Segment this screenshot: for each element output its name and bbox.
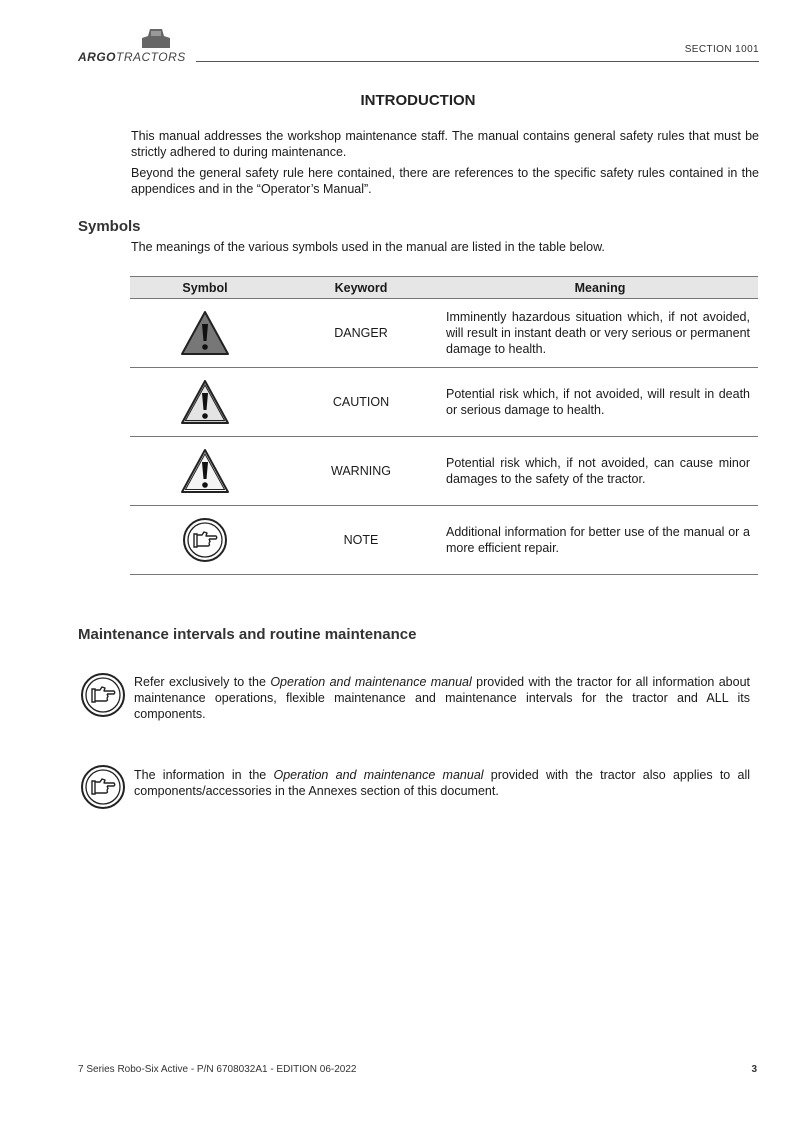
symbol-cell [130,368,280,437]
symbols-table [130,276,758,575]
meaning-text: Potential risk which, if not avoided, will result in death or serious damage to health. [446,387,750,417]
danger-triangle-icon [180,310,230,356]
meaning-cell [442,506,758,575]
keyword-cell: CAUTION [280,368,442,437]
note2-after: provided with the tractor also applies to all components/accessories in the Annexes section of this document. [134,768,750,798]
meaning-text: Additional information for better use of the manual or a more efficient repair. [446,525,750,555]
note-icon-2 [80,764,126,815]
page-number: 3 [751,1064,757,1075]
logo-text [78,50,186,64]
note-icon-1 [80,672,126,723]
header-keyword: Keyword [280,277,442,299]
intro-paragraph-2: Beyond the general safety rule here contained, there are references to the specific safety rules contained in the appendices and in the “Operator’s Manual”. [131,166,759,196]
note1-after: provided with the tractor for all information about maintenance operations, flexible maintenance and maintenance intervals for the tractor and ALL its components. [134,675,751,721]
symbol-cell [130,299,280,368]
header-symbol: Symbol [130,277,280,299]
note-hand-icon [182,517,228,563]
meaning-cell [442,368,758,437]
symbols-heading: Symbols [78,218,141,235]
page-title: INTRODUCTION [360,92,476,109]
maintenance-note-1 [134,674,750,722]
section-label: SECTION 1001 [684,44,759,55]
keyword-cell: WARNING [280,437,442,506]
argo-tractors-logo [78,26,198,66]
note2-italic: Operation and maintenance manual [273,768,484,782]
keyword-cell: DANGER [280,299,442,368]
caution-triangle-icon [180,379,230,425]
header-meaning: Meaning [442,277,758,299]
tractor-logo-icon [136,26,176,50]
warning-triangle-icon [180,448,230,494]
note-hand-icon [80,672,126,718]
maintenance-heading: Maintenance intervals and routine maintenance [78,626,417,643]
footer-document-info: 7 Series Robo-Six Active - P/N 6708032A1 - EDITION 06-2022 [78,1064,357,1075]
meaning-cell [442,437,758,506]
intro-paragraph-1: This manual addresses the workshop maintenance staff. The manual contains general safety rules that must be strictly adhered to during maintenance. [131,129,759,159]
note2-before: The information in the [134,768,274,782]
note1-italic: Operation and maintenance manual [270,675,472,689]
table-row [130,299,758,368]
logo-argo: ARGO [78,50,116,64]
logo-tractors: TRACTORS [116,50,186,64]
table-row [130,437,758,506]
meaning-cell [442,299,758,368]
table-row [130,506,758,575]
meaning-text: Imminently hazardous situation which, if not avoided, will result in instant death or very serious or permanent damage to health. [446,310,750,356]
header-divider [196,61,759,62]
symbols-description: The meanings of the various symbols used in the manual are listed in the table below. [131,240,605,254]
meaning-text: Potential risk which, if not avoided, can cause minor damages to the safety of the tractor. [446,456,750,486]
symbol-cell [130,506,280,575]
symbol-cell [130,437,280,506]
note-hand-icon [80,764,126,810]
note1-before: Refer exclusively to the [134,675,271,689]
maintenance-note-2 [134,767,750,799]
table-header-row [130,277,758,299]
table-row [130,368,758,437]
keyword-cell: NOTE [280,506,442,575]
